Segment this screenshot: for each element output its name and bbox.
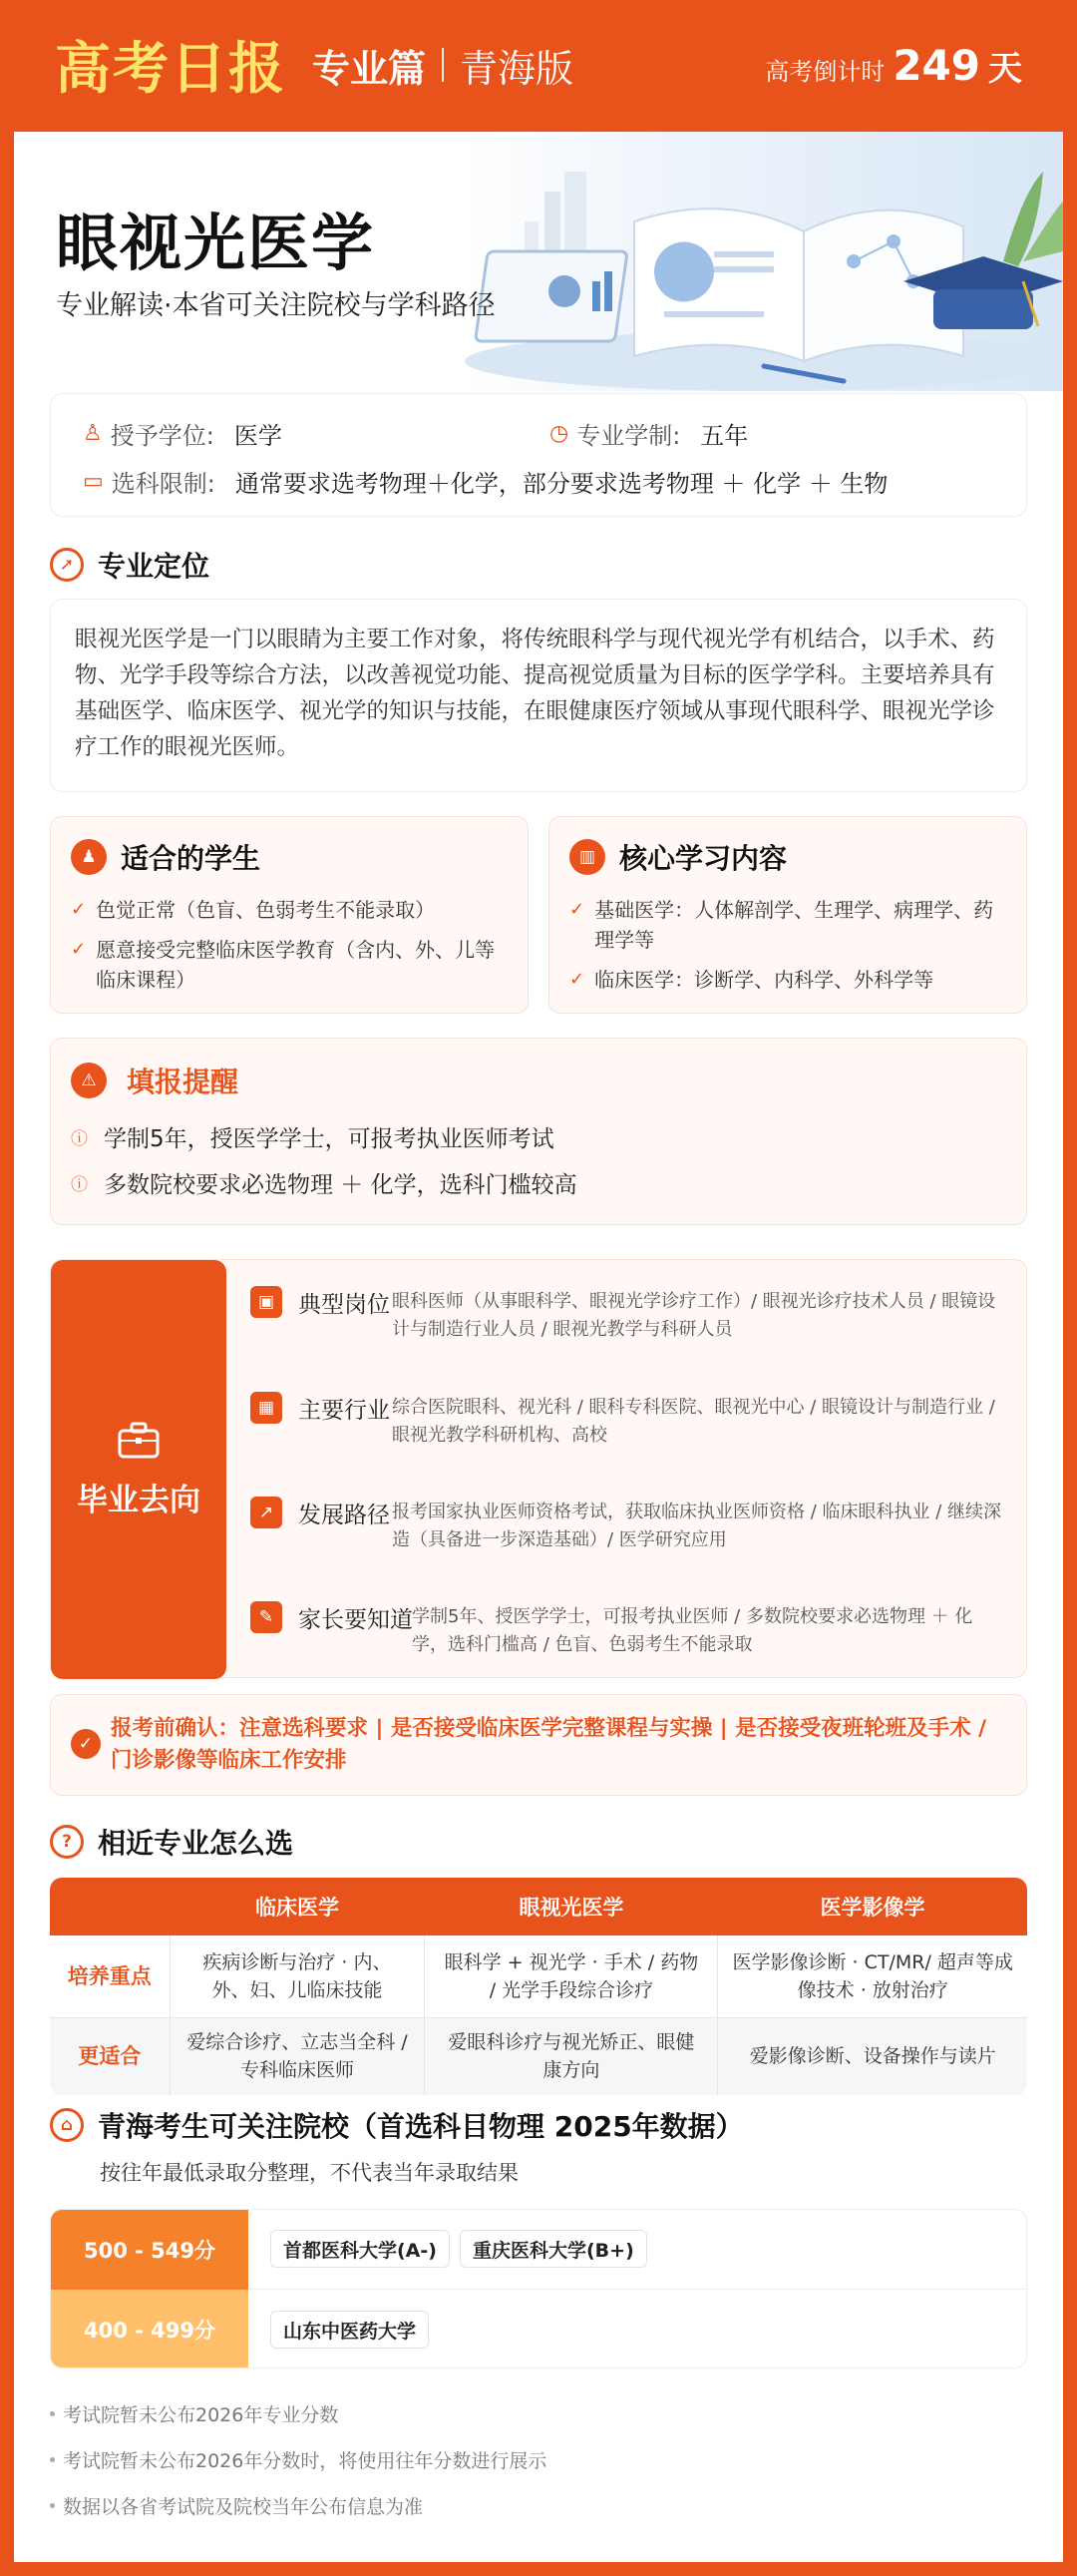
confirm-card xyxy=(50,1694,1027,1796)
compass-icon: ➚ xyxy=(50,548,84,582)
positioning-header xyxy=(50,545,209,585)
schools-header xyxy=(50,2105,744,2145)
table-header-cell: 医学影像学 xyxy=(718,1878,1027,1935)
duration-row xyxy=(549,416,748,451)
table-cell: 爱综合诊疗、立志当全科 / 专科临床医师 xyxy=(170,2017,425,2095)
school-chip[interactable]: 重庆医科大学(B+) xyxy=(460,2230,647,2268)
table-cell: 医学影像诊断 · CT/MR/ 超声等成像技术 · 放射治疗 xyxy=(718,1935,1027,2017)
warning-icon: ⚠ xyxy=(71,1063,107,1098)
subject-label: 选科限制: xyxy=(111,470,215,498)
row-label: 更适合 xyxy=(50,2017,170,2095)
confirm-text: 报考前确认：注意选科要求 | 是否接受临床医学完整课程与实操 | 是否接受夜班轮班及手术 / 门诊影像等临床工作安排 xyxy=(111,1716,986,1773)
province-label: 青海版 xyxy=(460,46,574,91)
school-chip[interactable]: 首都医科大学(A-) xyxy=(270,2230,450,2268)
graduation-side-panel xyxy=(51,1260,226,1679)
compare-table xyxy=(50,1878,1027,2095)
table-header-cell: 临床医学 xyxy=(170,1878,425,1935)
divider xyxy=(248,2289,1027,2290)
reminder-card xyxy=(50,1038,1027,1225)
table-cell: 爱眼科诊疗与视光矫正、眼健康方向 xyxy=(425,2017,718,2095)
table-cell: 爱影像诊断、设备操作与读片 xyxy=(718,2017,1027,2095)
countdown-label: 高考倒计时 xyxy=(765,57,886,86)
score-tier-2: 400 - 499分 xyxy=(51,2290,248,2368)
countdown-number: 249 xyxy=(893,40,980,90)
alert-icon: ⓘ xyxy=(71,1175,88,1195)
degree-label: 授予学位: xyxy=(110,422,214,450)
compare-header xyxy=(50,1822,293,1862)
basic-info-card xyxy=(50,393,1027,517)
list-item: ✓ 临床医学：诊断学、内科学、外科学等 xyxy=(569,965,1008,995)
bullet xyxy=(50,2457,55,2462)
check-icon: ✓ xyxy=(569,899,585,920)
graduation-title: 毕业去向 xyxy=(77,1482,200,1518)
list-item: ✓ 愿意接受完整临床医学教育（含内、外、儿等临床课程） xyxy=(71,935,510,995)
table-row xyxy=(50,2017,1027,2095)
list-item: ✓ 色觉正常（色盲、色弱考生不能录取） xyxy=(71,895,510,925)
school-chip[interactable]: 山东中医药大学 xyxy=(270,2311,429,2349)
subject-value: 通常要求选考物理＋化学，部分要求选考物理 ＋ 化学 ＋ 生物 xyxy=(234,470,889,498)
reminder-title: 填报提醒 xyxy=(127,1066,239,1098)
schools-title: 青海考生可关注院校（首选科目物理 2025年数据） xyxy=(98,2110,744,2143)
table-cell: 疾病诊断与治疗 · 内、外、妇、儿临床技能 xyxy=(170,1935,425,2017)
award-icon: ♙ xyxy=(83,421,103,446)
suitable-students-card xyxy=(50,816,529,1014)
home-icon: ⌂ xyxy=(50,2108,84,2142)
schools-card xyxy=(50,2209,1027,2368)
suitable-header xyxy=(71,837,260,877)
countdown-unit: 天 xyxy=(988,48,1022,89)
alert-icon: ⓘ xyxy=(71,1129,88,1149)
compare-title: 相近专业怎么选 xyxy=(98,1827,294,1860)
exam-countdown xyxy=(765,41,1022,90)
footnote: 考试院暂未公布2026年分数时，将使用往年分数进行展示 xyxy=(50,2446,546,2473)
core-title: 核心学习内容 xyxy=(619,842,788,875)
book-illustration xyxy=(465,132,1063,391)
open-book-icon: ▥ xyxy=(569,839,605,875)
hero-section xyxy=(14,132,1063,391)
clock-icon: ◷ xyxy=(549,421,569,446)
footnote: 考试院暂未公布2026年专业分数 xyxy=(50,2400,338,2427)
book-icon: ▭ xyxy=(83,469,104,494)
briefcase-icon xyxy=(117,1421,161,1461)
score-tier-1: 500 - 549分 xyxy=(51,2210,248,2290)
question-icon: ? xyxy=(50,1825,84,1859)
reminder-header xyxy=(71,1061,238,1100)
content-panel xyxy=(14,132,1063,2562)
major-subtitle: 专业解读·本省可关注院校与学科路径 xyxy=(56,290,496,321)
schools-subtitle: 按往年最低录取分整理，不代表当年录取结果 xyxy=(100,2161,519,2185)
pin-icon: ✎ xyxy=(250,1601,282,1633)
building-icon: ▦ xyxy=(250,1392,282,1424)
check-icon: ✓ xyxy=(71,939,87,960)
suitable-title: 适合的学生 xyxy=(121,842,261,875)
section-label: 专业篇 xyxy=(312,46,427,91)
check-circle-icon: ✓ xyxy=(71,1729,101,1759)
brand-title: 高考日报 xyxy=(55,37,286,102)
table-header-cell: 眼视光医学 xyxy=(425,1878,718,1935)
major-title: 眼视光医学 xyxy=(56,207,376,279)
list-item: ⓘ 多数院校要求必选物理 ＋ 化学，选科门槛较高 xyxy=(71,1172,577,1198)
table-header-cell xyxy=(50,1878,170,1935)
list-item: ⓘ 学制5年，授医学学士，可报考执业医师考试 xyxy=(71,1126,554,1152)
degree-row xyxy=(83,416,282,451)
footnote: 数据以各省考试院及院校当年公布信息为准 xyxy=(50,2492,423,2519)
row-label: 培养重点 xyxy=(50,1935,170,2017)
check-icon: ✓ xyxy=(569,969,585,990)
graduation-card: 毕业去向 ▣ 典型岗位 眼科医师（从事眼科学、眼视光学诊疗工作）/ 眼视光诊疗技术人员 / 眼镜设计与制造行业人员 / 眼视光教学与科研人员 ▦ 主要行业 综合医院眼科、视光科 / 眼科专科医院、眼视光中心 / 眼镜设计与制造行业 / 眼视光教学科研机构、高校 ↗ 发展路径 报考国家执业医师资格考试，获取临床执业医师资格 / 临床眼科执业 / 继续深造（具备进一步深造基础）/ 医学研究应用 ✎ 家长要知道 学制5年、授医学学士，可报考执业医师 / 多数院校要求必选物理 ＋ 化学，选科门槛高 / 色盲、色弱考生不能录取 xyxy=(50,1259,1027,1678)
table-cell: 眼科学 + 视光学 · 手术 / 药物 / 光学手段综合诊疗 xyxy=(425,1935,718,2017)
check-icon: ✓ xyxy=(71,899,87,920)
duration-label: 专业学制: xyxy=(576,422,681,450)
table-row xyxy=(50,1935,1027,2017)
job-icon: ▣ xyxy=(250,1286,282,1318)
degree-value: 医学 xyxy=(233,422,282,450)
core-content-card xyxy=(548,816,1027,1014)
bullet xyxy=(50,2503,55,2508)
subject-row xyxy=(83,464,888,499)
trend-up-icon: ↗ xyxy=(250,1497,282,1528)
person-icon: ♟ xyxy=(71,839,107,875)
list-item: ✓ 基础医学：人体解剖学、生理学、病理学、药理学等 xyxy=(569,895,1008,955)
bullet xyxy=(50,2411,55,2416)
top-banner xyxy=(0,0,1077,130)
divider xyxy=(442,48,444,82)
positioning-title: 专业定位 xyxy=(98,550,210,583)
core-header xyxy=(569,837,787,877)
duration-value: 五年 xyxy=(700,422,749,450)
positioning-text: 眼视光医学是一门以眼睛为主要工作对象，将传统眼科学与现代视光学有机结合，以手术、药物、光学手段等综合方法，以改善视觉功能、提高视觉质量为目标的医学学科。主要培养具有基础医学、临床医学、视光学的知识与技能，在眼健康医疗领域从事现代眼科学、眼视光学诊疗工作的眼视光医师。 xyxy=(50,599,1027,792)
